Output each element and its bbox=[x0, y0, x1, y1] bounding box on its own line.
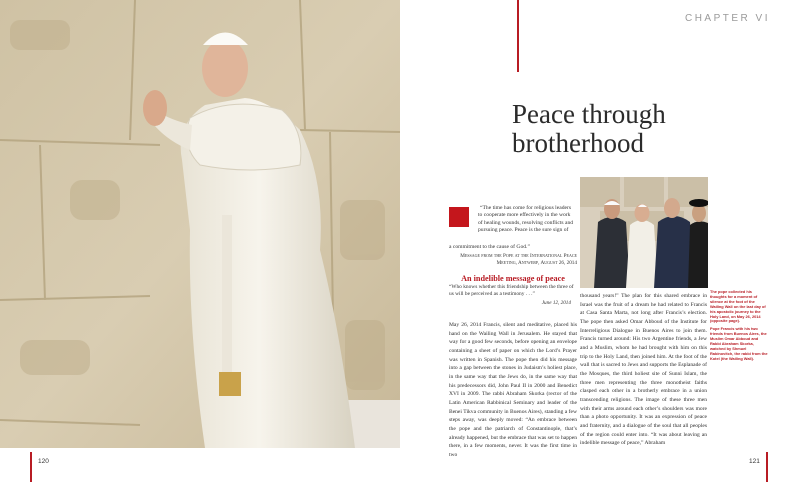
opening-quote: “The time has come for religious leaders to cooperate more effectively in the work of healing wounds, resolving conflicts and pursuing peace. Peace is the sure sign of bbox=[478, 205, 574, 233]
left-page-number: 120 bbox=[38, 458, 49, 465]
group-photo bbox=[580, 177, 708, 288]
body-column-1: May 26, 2014 Francis, silent and meditative, placed his hand on the Wailing Wall in Jerusalem. He stayed that way for a good few seconds, before opening an envelope containing a sheet of paper on which the Lord’s Prayer was written in Spanish. The pope then did his message into a gap between the stones in Judaism’s holiest place, in the same way that the Jews do, in the same way that his predecessors did, John Paul II in 2000 and Benedict XVI in 2009. The rabbi Abraham Skorka (rector of the Latin American Rabbinical Seminary and leader of the Benei Tikva community in Buenos Aires), standing a few steps away, was deeply moved: “An embrace between the pope and the patriarch of Constantinople, that’s already happened, but the embrace that was set to happen there, in a few moments, never. It was the first time in two bbox=[449, 322, 577, 458]
caption-group-photo: Pope Francis with his two friends from Buenos Aires, the Muslim Omar Abboud and Rabbi Abraham Skorka, watched by Shmuel Rabinovitch, the rabbi from the Kotel (the Wailing Wall). bbox=[710, 326, 768, 361]
left-folio-bar bbox=[30, 452, 32, 482]
section-quote-date: June 12, 2014 bbox=[541, 300, 571, 306]
section-heading: An indelible message of peace bbox=[461, 274, 565, 283]
section-quote: “Who knows whether this friendship between the three of us will be perceived as a testimony . . .” bbox=[449, 284, 574, 298]
photo-captions bbox=[710, 290, 768, 365]
red-square-ornament bbox=[449, 207, 469, 227]
top-accent-rule bbox=[517, 0, 519, 72]
chapter-label: CHAPTER VI bbox=[684, 13, 770, 24]
opening-quote-end: a commitment to the cause of God.” bbox=[449, 244, 530, 250]
caption-opposite-page: The pope collected his thoughts for a moment of silence at the foot of the Wailing Wall on the last day of his apostolic journey to the Holy Land, on May 26, 2014 (opposite page). bbox=[710, 289, 766, 324]
chapter-title-line1: Peace through bbox=[512, 99, 666, 129]
chapter-title-line2: brotherhood bbox=[512, 128, 644, 158]
pope-at-wall-photo bbox=[0, 0, 400, 448]
chapter-title bbox=[512, 100, 752, 158]
right-page-number: 121 bbox=[749, 458, 760, 465]
quote-source: Message from the Pope at the International Peace Meeting, Antwerp, August 26, 2014 bbox=[460, 253, 577, 266]
body-column-2: thousand years!” The plan for this shared embrace in Israel was the fruit of a dream he had related to Francis at Casa Santa Marta, not long after Francis’s election. The pope then asked Omar Abboud of the Institute for Interreligious Dialogue in Buenos Aires to join them. Francis turned around: His two Argentine friends, a Jew and a Muslim, whom he had brought with him on this trip to the Holy Land, then joined him. At the foot of the wall that is sacred to Jews and supports the Esplanade of the Mosques, the third holiest site of Sunni Islam, the three men representing the three monotheist faiths clasped each other in a brotherly embrace in a union transcending religions. The image of these three men with their arms around each other’s shoulders was more than a photo opportunity. It was an expression of peace and fraternity, and a dialogue of the soul that all peoples of the region could enter into. “It was about leaving an indelible message of peace,” Abraham bbox=[580, 293, 707, 447]
right-folio-bar bbox=[766, 452, 768, 482]
